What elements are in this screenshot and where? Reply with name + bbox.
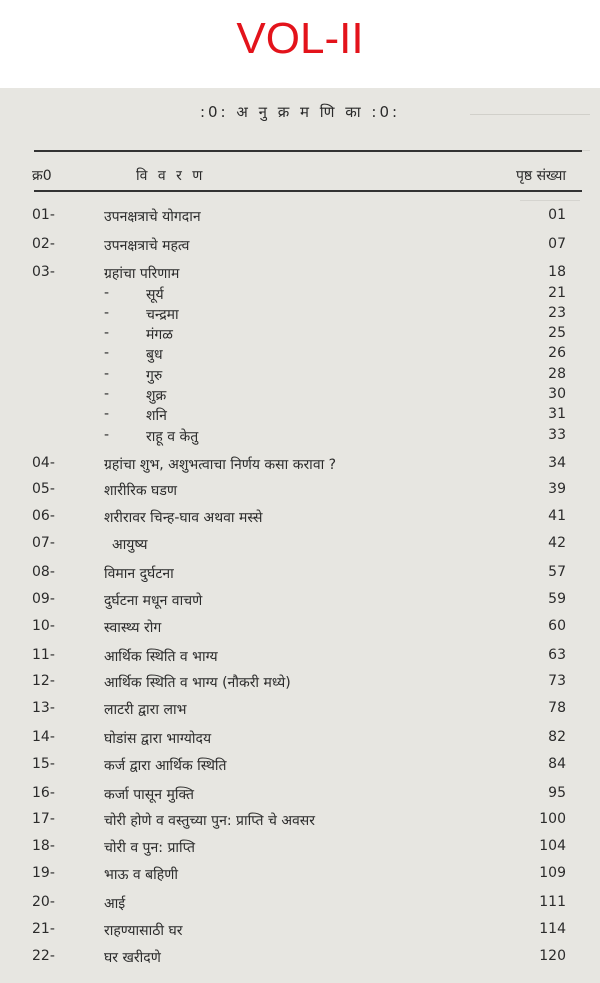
entry-page: 63 xyxy=(548,647,566,663)
entry-number: 04- xyxy=(32,455,55,471)
entry-number: 07- xyxy=(32,535,55,551)
description-column-header: वि व र ण xyxy=(136,168,206,184)
entry-title: घर खरीदणे xyxy=(104,950,161,966)
entry-number: 14- xyxy=(32,729,55,745)
entry-page: 73 xyxy=(548,673,566,689)
entry-number: 03- xyxy=(32,264,55,280)
entry-page: 30 xyxy=(548,386,566,402)
header-rule xyxy=(34,190,582,192)
entry-number: 05- xyxy=(32,481,55,497)
toc-entry xyxy=(0,865,600,889)
entry-title: कर्जा पासून मुक्ति xyxy=(104,787,194,803)
entry-page: 60 xyxy=(548,618,566,634)
entry-title: चोरी व पुन: प्राप्ति xyxy=(104,840,195,856)
toc-entry xyxy=(0,756,600,780)
entry-page: 21 xyxy=(548,285,566,301)
entry-page: 109 xyxy=(539,865,566,881)
toc-entry xyxy=(0,811,600,835)
entry-page: 59 xyxy=(548,591,566,607)
entry-number: 15- xyxy=(32,756,55,772)
entry-number: 09- xyxy=(32,591,55,607)
toc-entry xyxy=(0,838,600,862)
top-rule xyxy=(34,150,582,152)
entry-page: 42 xyxy=(548,535,566,551)
entry-dash: - xyxy=(104,345,110,361)
entry-number: 10- xyxy=(32,618,55,634)
entry-number: 18- xyxy=(32,838,55,854)
entry-title: ग्रहांचा शुभ, अशुभत्वाचा निर्णय कसा करावा ? xyxy=(104,457,337,473)
entry-number: 16- xyxy=(32,785,55,801)
entry-title: शनि xyxy=(146,408,167,424)
entry-number: 08- xyxy=(32,564,55,580)
toc-entry xyxy=(0,455,600,479)
entry-dash: - xyxy=(104,305,110,321)
entry-title: गुरु xyxy=(146,368,163,384)
toc-entry xyxy=(0,673,600,697)
entry-number: 21- xyxy=(32,921,55,937)
toc-entry xyxy=(0,591,600,615)
entry-page: 23 xyxy=(548,305,566,321)
toc-entry xyxy=(0,236,600,260)
entry-page: 33 xyxy=(548,427,566,443)
entry-dash: - xyxy=(104,285,110,301)
entry-title: आयुष्य xyxy=(112,537,148,553)
entry-title: चन्द्रमा xyxy=(146,307,179,323)
entry-number: 02- xyxy=(32,236,55,252)
entry-page: 100 xyxy=(539,811,566,827)
page-column-header: पृष्ठ संख्या xyxy=(515,168,566,184)
entry-number: 13- xyxy=(32,700,55,716)
entry-number: 17- xyxy=(32,811,55,827)
entry-number: 12- xyxy=(32,673,55,689)
entry-title: आर्थिक स्थिति व भाग्य (नौकरी मध्ये) xyxy=(104,675,291,691)
entry-title: स्वास्थ्य रोग xyxy=(104,620,162,636)
entry-page: 95 xyxy=(548,785,566,801)
entry-page: 07 xyxy=(548,236,566,252)
toc-entry xyxy=(0,729,600,753)
toc-entry xyxy=(0,535,600,559)
toc-entry xyxy=(0,647,600,671)
entry-number: 19- xyxy=(32,865,55,881)
entry-page: 31 xyxy=(548,406,566,422)
entry-number: 22- xyxy=(32,948,55,964)
bleed-through-mark xyxy=(520,200,580,201)
entry-page: 120 xyxy=(539,948,566,964)
entry-title: बुध xyxy=(146,347,163,363)
entry-title: आई xyxy=(104,896,126,912)
entry-dash: - xyxy=(104,386,110,402)
entry-title: उपनक्षत्राचे महत्व xyxy=(104,238,190,254)
entry-page: 41 xyxy=(548,508,566,524)
entry-page: 25 xyxy=(548,325,566,341)
entry-title: आर्थिक स्थिति व भाग्य xyxy=(104,649,218,665)
entry-page: 57 xyxy=(548,564,566,580)
toc-entry xyxy=(0,894,600,918)
toc-entry xyxy=(0,785,600,809)
toc-entry xyxy=(0,618,600,642)
entry-number: 01- xyxy=(32,207,55,223)
header-band xyxy=(0,0,600,88)
entry-title: चोरी होणे व वस्तुच्या पुन: प्राप्ति चे अवसर xyxy=(104,813,315,829)
toc-entry xyxy=(0,700,600,724)
entry-title: ग्रहांचा परिणाम xyxy=(104,266,180,282)
entry-page: 39 xyxy=(548,481,566,497)
entry-page: 104 xyxy=(539,838,566,854)
entry-title: दुर्घटना मधून वाचणे xyxy=(104,593,203,609)
entry-dash: - xyxy=(104,325,110,341)
entry-page: 114 xyxy=(539,921,566,937)
entry-title: उपनक्षत्राचे योगदान xyxy=(104,209,201,225)
toc-entry xyxy=(0,508,600,532)
toc-entry xyxy=(0,564,600,588)
entry-title: शुक्र xyxy=(146,388,167,404)
entry-title: भाऊ व बहिणी xyxy=(104,867,178,883)
toc-subentry xyxy=(0,427,600,451)
entry-page: 78 xyxy=(548,700,566,716)
entry-dash: - xyxy=(104,427,110,443)
entry-page: 26 xyxy=(548,345,566,361)
entry-title: मंगळ xyxy=(146,327,173,343)
toc-entry xyxy=(0,921,600,945)
entry-title: लाटरी द्वारा लाभ xyxy=(104,702,187,718)
entry-number: 20- xyxy=(32,894,55,910)
entry-page: 34 xyxy=(548,455,566,471)
entry-page: 82 xyxy=(548,729,566,745)
entry-title: विमान दुर्घटना xyxy=(104,566,174,582)
toc-entry xyxy=(0,948,600,972)
entry-page: 28 xyxy=(548,366,566,382)
entry-dash: - xyxy=(104,366,110,382)
serial-column-header: क्र0 xyxy=(32,168,52,184)
entry-title: राहण्यासाठी घर xyxy=(104,923,183,939)
entry-page: 84 xyxy=(548,756,566,772)
entry-title: घोडांस द्वारा भाग्योदय xyxy=(104,731,212,747)
entry-page: 111 xyxy=(539,894,566,910)
entry-title: शरीरावर चिन्ह-घाव अथवा मस्से xyxy=(104,510,263,526)
entry-page: 01 xyxy=(548,207,566,223)
entry-number: 06- xyxy=(32,508,55,524)
volume-title: VOL-II xyxy=(236,14,364,63)
entry-title: सूर्य xyxy=(146,287,164,303)
entry-number: 11- xyxy=(32,647,55,663)
toc-heading: :0: अ नु क्र म णि का :0: xyxy=(199,103,401,121)
entry-dash: - xyxy=(104,406,110,422)
entry-title: शारीरिक घडण xyxy=(104,483,177,499)
entry-title: राहू व केतु xyxy=(146,429,199,445)
entry-title: कर्ज द्वारा आर्थिक स्थिति xyxy=(104,758,227,774)
entry-page: 18 xyxy=(548,264,566,280)
toc-entry xyxy=(0,207,600,231)
toc-entry xyxy=(0,481,600,505)
